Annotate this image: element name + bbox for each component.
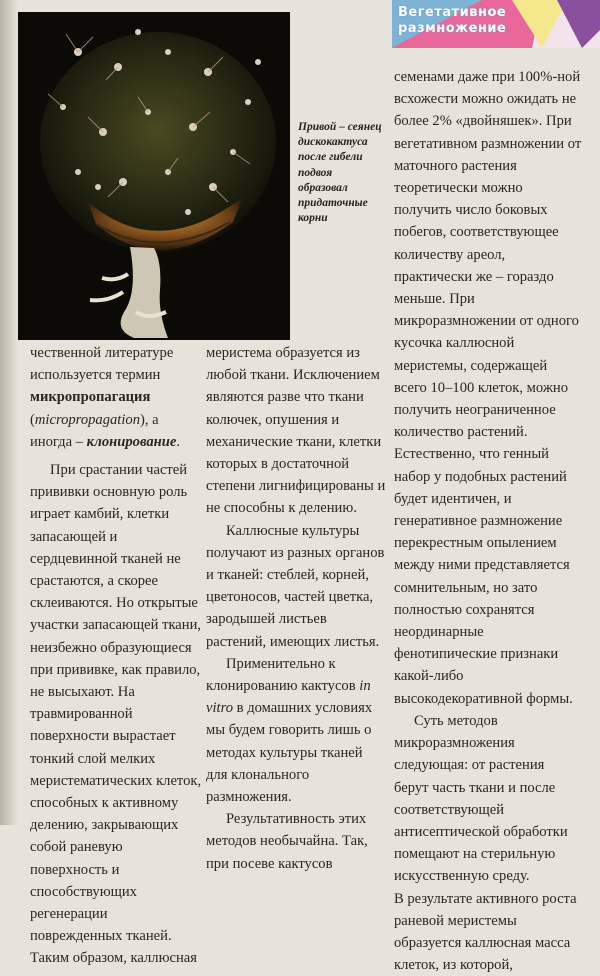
- latin-term: in vitro: [206, 678, 371, 717]
- text-column-1: [30, 342, 202, 970]
- text-column-2: [206, 342, 386, 875]
- term-micropropagation: микропропагация: [30, 389, 151, 406]
- paragraph: Суть методов микроразмножения следующая: от растения берут часть ткани и после соответствующей антисептической обработки помещают на стерильную искусственную среду.: [394, 712, 568, 885]
- term-cloning: клонирование: [86, 433, 177, 450]
- paragraph: меристема образуется из любой ткани. Исключением являются разве что ткани колючек, опушения и механические ткани, клетки которых в достаточной степени лигнифицированы и не способны к делению.: [206, 345, 386, 517]
- latin-term: micropropagation: [34, 411, 141, 428]
- section-title-line2: размножение: [398, 21, 507, 36]
- cactus-photo-icon: [18, 12, 290, 340]
- paragraph: При срастании частей прививки основную роль играет камбий, клетки запасающей и сердцевинной тканей не срастаются, а скорее склеиваются. Но открытые участки запасающей ткани, неизбежно образующиеся при прививке, как правило, не высыхают. На травмированной поверхности вырастает тонкий слой мелких меристематических клеток, способных к активному делению, закрывающих собой раневую поверхность и способствующих регенерации поврежденных тканей. Таким образом, каллюсная: [30, 462, 202, 967]
- paragraph: семенами даже при 100%-ной всхожести можно ожидать не более 2% «двойняшек». При вегетативном размножении от маточного растения теоретически можно получить число боковых побегов, соответствующее количеству ареол, практически же – гораздо меньше. При микроразмножении от одного кусочка каллюсной меристемы, содержащей всего 10–100 клеток, можно получить неограниченное количество растений. Естественно, что генный набор у подобных растений будет идентичен, и генеративное размножение перекрестным опылением между ними представляется сомнительным, но зато полностью сохранятся неординарные фенотипические признаки какой-либо высокодекоративной формы.: [394, 69, 582, 707]
- paragraph: Результативность этих методов необычайна. Так, при посеве кактусов: [206, 811, 368, 872]
- cactus-photo: [18, 12, 290, 340]
- paragraph: Каллюсные культуры получают из разных органов и тканей: стеблей, корней, цветоносов, частей цветка, зародышей листьев растений, имеющих листья.: [206, 522, 385, 650]
- paragraph: Применительно к клонированию кактусов in vitro в домашних условиях мы будем говорить лишь о методах культуры тканей для клонального размножения.: [206, 655, 373, 806]
- text-column-3: [394, 66, 582, 976]
- photo-caption: Привой – сеянец дискокактуса после гибели подвоя образовал придаточные корни: [298, 121, 382, 225]
- paragraph: В результате активного роста раневой меристемы образуется каллюсная масса клеток, из которой,: [394, 890, 577, 974]
- section-title-line1: Вегетативное: [398, 5, 507, 20]
- section-title: [398, 5, 528, 37]
- page-gutter-shadow: [0, 0, 18, 825]
- paragraph: чественной литературе используется термин микропропагация (micropropagation), а иногда – клонирование.: [30, 345, 181, 450]
